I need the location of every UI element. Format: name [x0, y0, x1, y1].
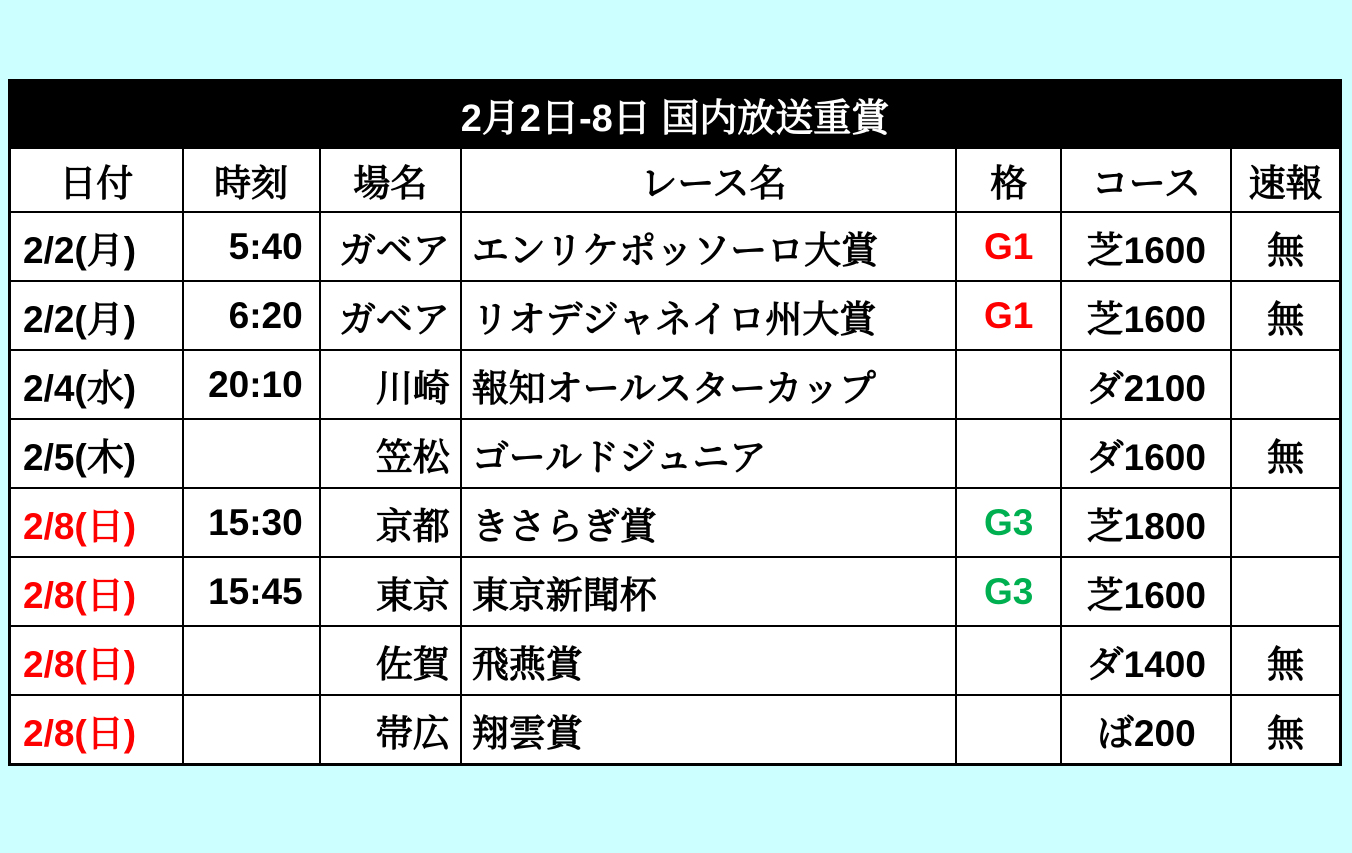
cell-course: 芝1600 [1061, 557, 1231, 626]
cell-time: 20:10 [183, 350, 320, 419]
cell-grade: G1 [956, 212, 1061, 281]
table-row [10, 212, 1341, 281]
cell-course: ば200 [1061, 695, 1231, 765]
cell-flash [1231, 350, 1340, 419]
cell-venue: ガベア [320, 281, 461, 350]
cell-flash: 無 [1231, 419, 1340, 488]
cell-race: きさらぎ賞 [461, 488, 956, 557]
cell-venue: ガベア [320, 212, 461, 281]
cell-race: 報知オールスターカップ [461, 350, 956, 419]
cell-date: 2/8(日) [10, 488, 183, 557]
col-header-grade: 格 [956, 148, 1061, 213]
cell-flash: 無 [1231, 695, 1340, 765]
cell-time [183, 695, 320, 765]
cell-venue: 佐賀 [320, 626, 461, 695]
cell-time: 5:40 [183, 212, 320, 281]
cell-race: リオデジャネイロ州大賞 [461, 281, 956, 350]
cell-date: 2/4(水) [10, 350, 183, 419]
table-row [10, 488, 1341, 557]
col-header-date: 日付 [10, 148, 183, 213]
table-head [10, 81, 1341, 213]
col-header-time: 時刻 [183, 148, 320, 213]
cell-time: 6:20 [183, 281, 320, 350]
cell-race: ゴールドジュニア [461, 419, 956, 488]
cell-grade [956, 626, 1061, 695]
cell-time: 15:45 [183, 557, 320, 626]
race-schedule-table [8, 79, 1342, 766]
col-header-race: レース名 [461, 148, 956, 213]
table-row [10, 557, 1341, 626]
cell-flash [1231, 557, 1340, 626]
table-title: 2月2日-8日 国内放送重賞 [10, 81, 1341, 148]
cell-race: 翔雲賞 [461, 695, 956, 765]
header-row [10, 148, 1341, 213]
cell-course: 芝1800 [1061, 488, 1231, 557]
cell-flash: 無 [1231, 281, 1340, 350]
title-row [10, 81, 1341, 148]
cell-date: 2/8(日) [10, 695, 183, 765]
cell-date: 2/8(日) [10, 557, 183, 626]
cell-venue: 川崎 [320, 350, 461, 419]
cell-time: 15:30 [183, 488, 320, 557]
cell-grade [956, 695, 1061, 765]
col-header-flash: 速報 [1231, 148, 1340, 213]
table-row [10, 626, 1341, 695]
cell-race: 東京新聞杯 [461, 557, 956, 626]
cell-venue: 京都 [320, 488, 461, 557]
table-row [10, 419, 1341, 488]
cell-date: 2/5(木) [10, 419, 183, 488]
cell-course: 芝1600 [1061, 212, 1231, 281]
table-body [10, 212, 1341, 765]
cell-course: ダ1400 [1061, 626, 1231, 695]
cell-course: ダ1600 [1061, 419, 1231, 488]
cell-venue: 帯広 [320, 695, 461, 765]
cell-grade: G3 [956, 557, 1061, 626]
cell-grade [956, 350, 1061, 419]
cell-time [183, 419, 320, 488]
table-row [10, 695, 1341, 765]
col-header-course: コース [1061, 148, 1231, 213]
cell-date: 2/8(日) [10, 626, 183, 695]
col-header-venue: 場名 [320, 148, 461, 213]
cell-date: 2/2(月) [10, 212, 183, 281]
table-row [10, 281, 1341, 350]
cell-grade: G1 [956, 281, 1061, 350]
cell-date: 2/2(月) [10, 281, 183, 350]
cell-race: 飛燕賞 [461, 626, 956, 695]
cell-course: ダ2100 [1061, 350, 1231, 419]
cell-venue: 笠松 [320, 419, 461, 488]
cell-grade: G3 [956, 488, 1061, 557]
cell-grade [956, 419, 1061, 488]
cell-flash: 無 [1231, 626, 1340, 695]
cell-race: エンリケポッソーロ大賞 [461, 212, 956, 281]
cell-venue: 東京 [320, 557, 461, 626]
cell-flash: 無 [1231, 212, 1340, 281]
cell-time [183, 626, 320, 695]
cell-course: 芝1600 [1061, 281, 1231, 350]
table-row [10, 350, 1341, 419]
cell-flash [1231, 488, 1340, 557]
